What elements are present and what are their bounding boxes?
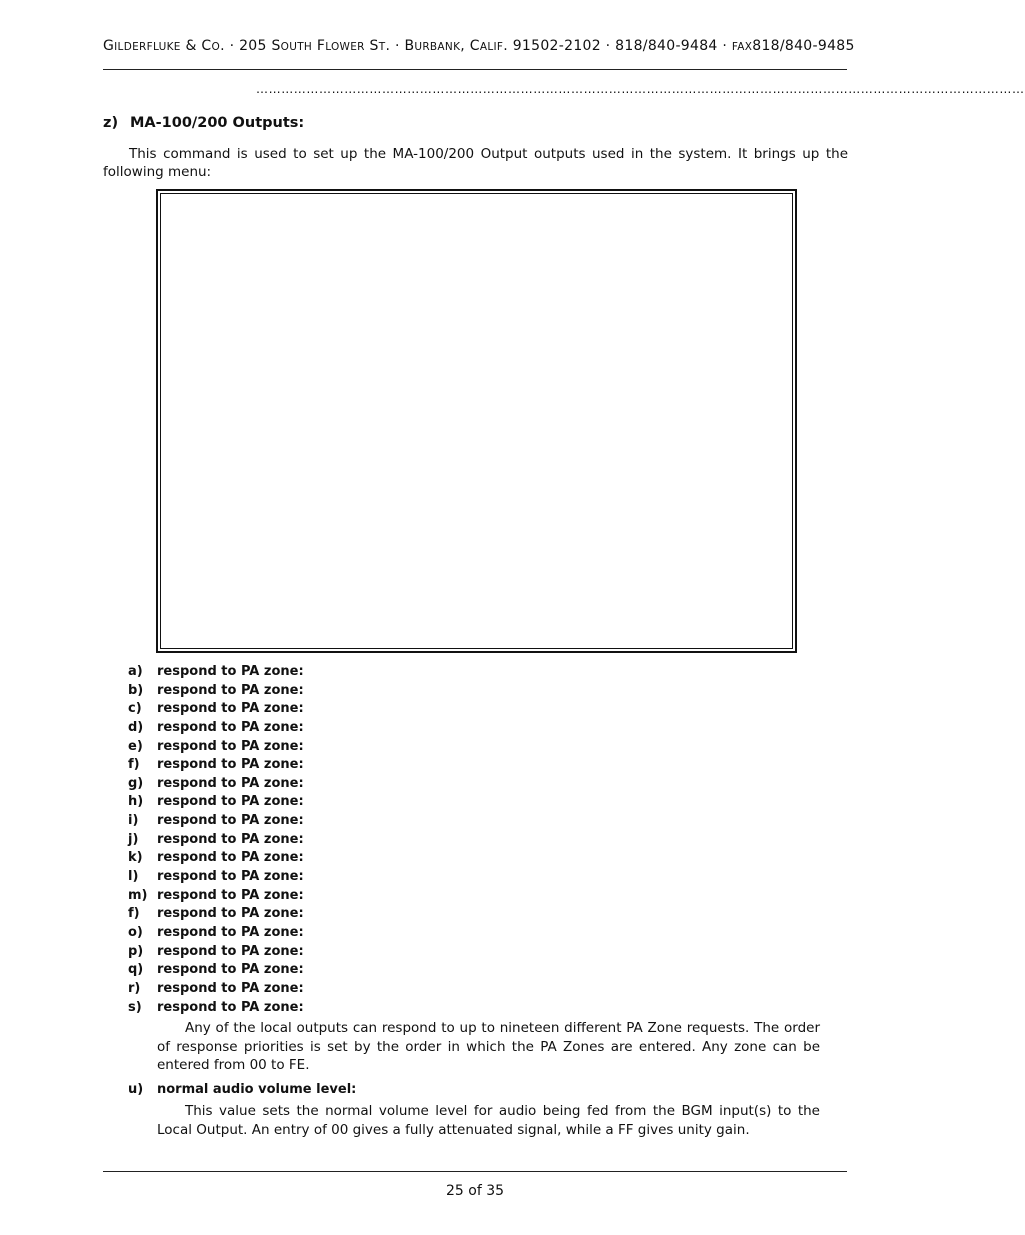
menu-item-letter: f): [128, 757, 140, 773]
menu-item-letter: k): [128, 850, 143, 866]
menu-item-label: respond to PA zone:: [157, 850, 304, 866]
menu-item-letter: a): [128, 664, 143, 679]
menu-item-label: respond to PA zone:: [157, 682, 304, 698]
menu-item-label: respond to PA zone:: [157, 757, 304, 773]
menu-item-label: respond to PA zone:: [157, 924, 304, 940]
menu-item-label: respond to PA zone:: [157, 887, 304, 903]
page-number: 25 of 35: [445, 1183, 505, 1199]
menu-item: [128, 700, 304, 719]
menu-item-letter: m): [128, 887, 148, 903]
menu-item-label: respond to PA zone:: [157, 962, 304, 978]
menu-item: [128, 961, 304, 980]
section-heading: [103, 115, 304, 131]
menu-item: [128, 812, 304, 831]
menu-item-letter: b): [128, 682, 144, 698]
menu-item-letter: d): [128, 719, 144, 735]
menu-items-list: [128, 663, 304, 1017]
menu-item-label: respond to PA zone:: [157, 831, 304, 847]
menu-item-label: respond to PA zone:: [157, 664, 304, 679]
menu-item-label: respond to PA zone:: [157, 719, 304, 735]
menu-item-letter: c): [128, 701, 142, 717]
volume-item-label: normal audio volume level:: [157, 1082, 357, 1097]
menu-item-letter: s): [128, 999, 142, 1015]
section-letter: z): [103, 115, 119, 131]
menu-item-letter: j): [128, 831, 139, 847]
header-rule: [103, 69, 847, 70]
menu-item-label: respond to PA zone:: [157, 980, 304, 996]
menu-item-letter: l): [128, 869, 139, 885]
menu-item-label: respond to PA zone:: [157, 869, 304, 885]
zones-description: Any of the local outputs can respond to up to nineteen different PA Zone requests. The order of response priorities is set by the order in which the PA Zones are entered. Any zone can be entered from 00 to FE.: [157, 1020, 820, 1073]
menu-item: [128, 849, 304, 868]
menu-item-label: respond to PA zone:: [157, 738, 304, 754]
footer-rule: [103, 1171, 847, 1172]
menu-item-label: respond to PA zone:: [157, 794, 304, 810]
volume-item: [128, 1082, 356, 1097]
menu-item: [128, 999, 304, 1018]
volume-item-letter: u): [128, 1082, 144, 1097]
menu-item-label: respond to PA zone:: [157, 906, 304, 922]
menu-item: [128, 924, 304, 943]
menu-item: [128, 831, 304, 850]
menu-item-label: respond to PA zone:: [157, 943, 304, 959]
menu-item: [128, 756, 304, 775]
volume-description: This value sets the normal volume level for audio being fed from the BGM input(s) to the Local Output. An entry of 00 gives a fully attenuated signal, while a FF gives unity gain.: [157, 1103, 820, 1138]
menu-item: [128, 738, 304, 757]
menu-item-label: respond to PA zone:: [157, 701, 304, 717]
menu-screenshot-box: [156, 189, 797, 653]
dotted-separator: …………………………………………………………………………………………………………………………………………………………………: [256, 82, 1025, 96]
menu-item-letter: e): [128, 738, 143, 754]
menu-item: [128, 905, 304, 924]
intro-paragraph: This command is used to set up the MA-100/200 Output outputs used in the system. It brings up the following menu:: [103, 146, 848, 180]
menu-item-letter: i): [128, 813, 139, 829]
menu-item-letter: o): [128, 924, 143, 940]
menu-item: [128, 943, 304, 962]
menu-item-label: respond to PA zone:: [157, 775, 304, 791]
menu-item: [128, 793, 304, 812]
menu-item: [128, 887, 304, 906]
menu-item-letter: h): [128, 794, 144, 810]
menu-item-label: respond to PA zone:: [157, 813, 304, 829]
menu-item-letter: g): [128, 775, 144, 791]
menu-item-letter: p): [128, 943, 144, 959]
menu-item-letter: f): [128, 906, 140, 922]
menu-item-letter: q): [128, 962, 144, 978]
menu-item: [128, 719, 304, 738]
menu-item: [128, 663, 304, 682]
section-title: MA-100/200 Outputs:: [130, 115, 305, 131]
menu-item: [128, 868, 304, 887]
page-header: GILDERFLUKE & CO. · 205 SOUTH FLOWER ST. · BURBANK, CALIF. 91502-2102 · 818/840-9484 · FAX818/840-9485: [103, 38, 855, 54]
menu-screenshot-inner: [160, 193, 793, 649]
menu-item: [128, 682, 304, 701]
menu-item: [128, 775, 304, 794]
menu-item-letter: r): [128, 980, 141, 996]
menu-item-label: respond to PA zone:: [157, 999, 304, 1015]
menu-item: [128, 980, 304, 999]
